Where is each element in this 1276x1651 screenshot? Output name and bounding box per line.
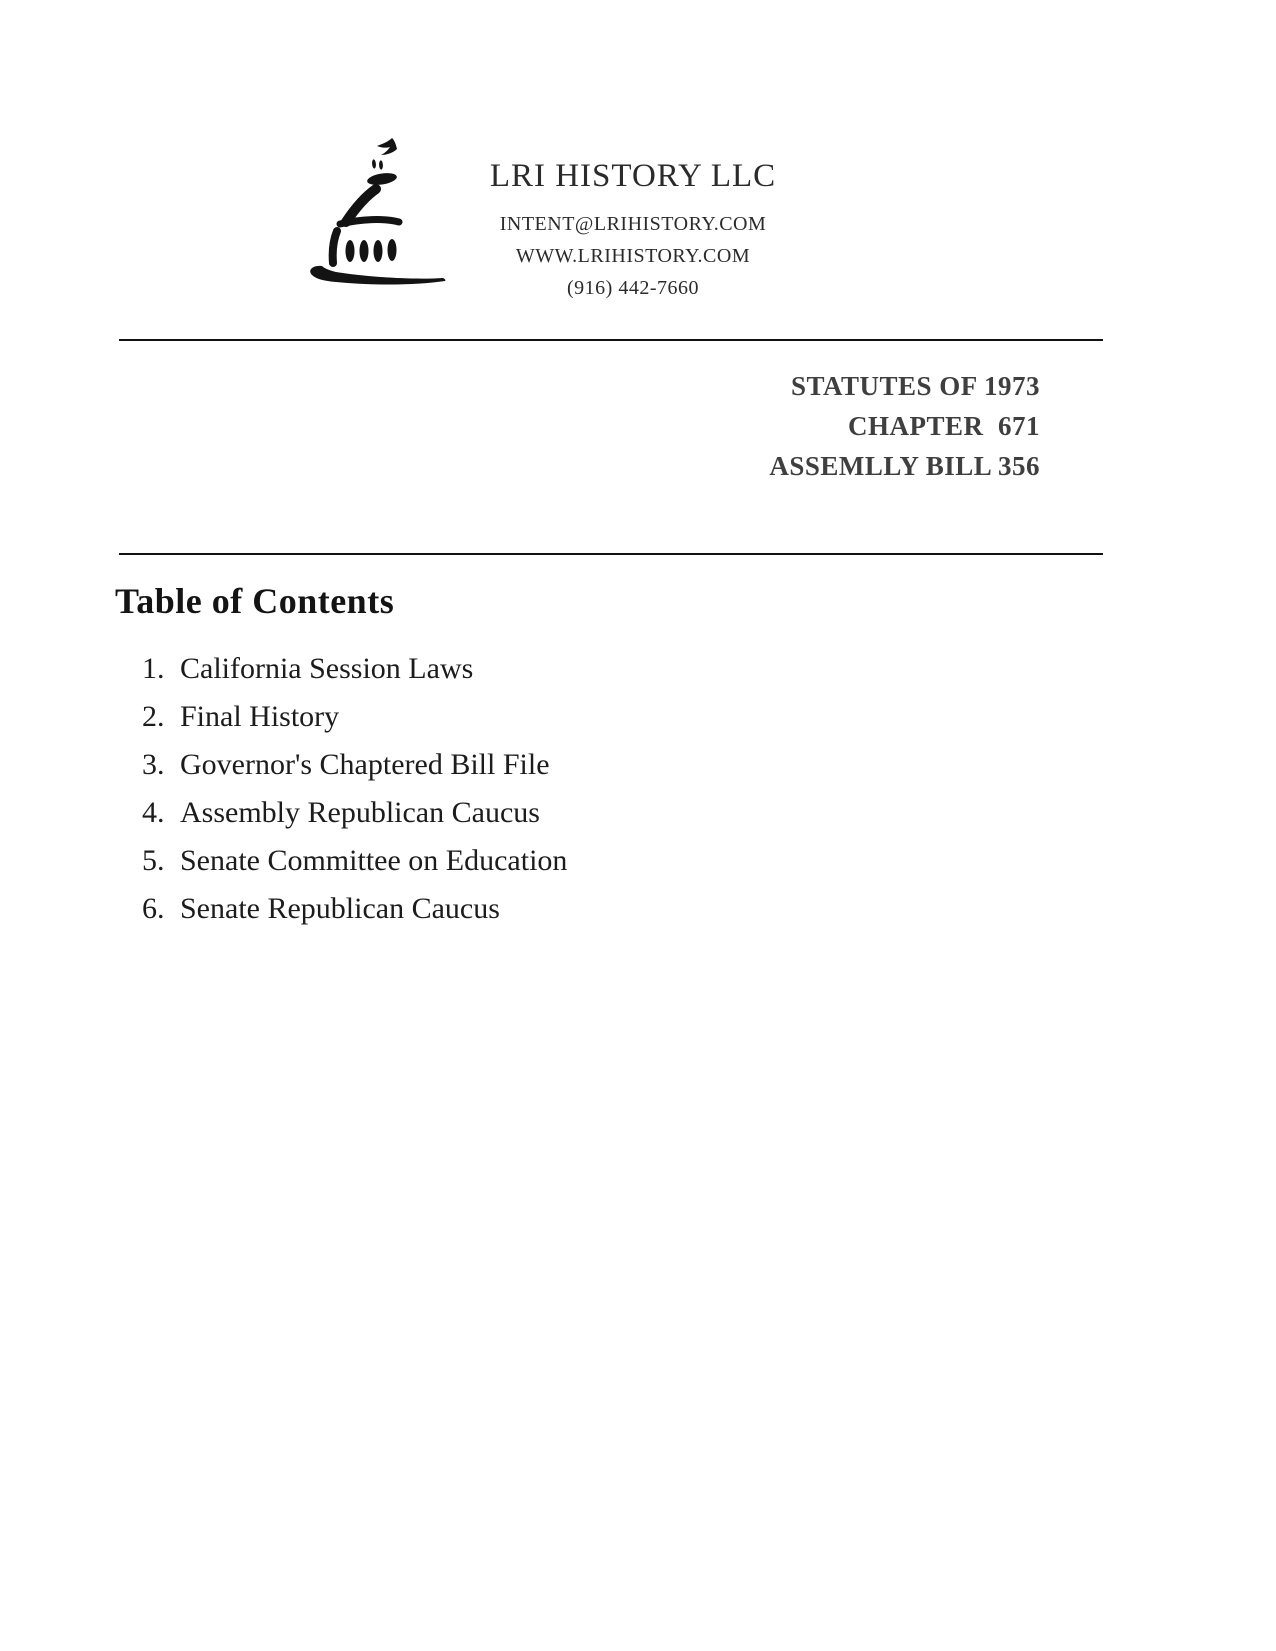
toc-item-number: 6. — [142, 892, 165, 925]
toc-item-label: Final History — [180, 700, 340, 733]
bill-line: ASSEMLLY BILL 356 — [769, 451, 1040, 481]
toc-item-number: 5. — [142, 844, 165, 877]
toc-item-label: Senate Committee on Education — [180, 844, 568, 877]
toc-item-number: 4. — [142, 796, 165, 829]
toc-item — [142, 845, 842, 876]
divider-top — [119, 339, 1103, 341]
toc-item — [142, 797, 842, 828]
toc-item-label: California Session Laws — [180, 652, 474, 685]
toc-list — [142, 653, 842, 941]
letterhead — [433, 156, 833, 304]
toc-item — [142, 893, 842, 924]
capitol-dome-logo-icon — [306, 134, 446, 286]
contact-block — [433, 208, 833, 304]
toc-item-number: 3. — [142, 748, 165, 781]
statutes-line: STATUTES OF 1973 — [790, 371, 1040, 401]
toc-item — [142, 653, 842, 684]
toc-item-label: Senate Republican Caucus — [180, 892, 500, 925]
website-text: WWW.LRIHISTORY.COM — [515, 245, 751, 267]
divider-bottom — [119, 553, 1103, 555]
toc-heading: Table of Contents — [115, 581, 395, 621]
toc-item-number: 1. — [142, 652, 165, 685]
phone-text: (916) 442-7660 — [567, 277, 699, 299]
toc-item-label: Assembly Republican Caucus — [180, 796, 540, 829]
chapter-line: CHAPTER 671 — [847, 411, 1040, 441]
toc-item — [142, 749, 842, 780]
toc-item-label: Governor's Chaptered Bill File — [180, 748, 550, 781]
case-reference-block — [769, 366, 1040, 486]
company-name: LRI HISTORY LLC — [489, 158, 777, 194]
toc-item — [142, 701, 842, 732]
email-text: INTENT@LRIHISTORY.COM — [499, 213, 767, 235]
toc-item-number: 2. — [142, 700, 165, 733]
